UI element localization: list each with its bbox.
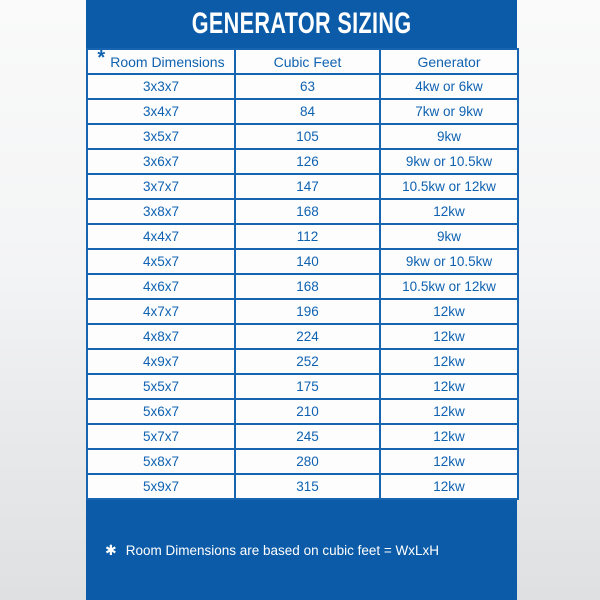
cell-room: 3x4x7 xyxy=(87,99,235,124)
cell-generator: 9kw xyxy=(380,124,518,149)
table-row xyxy=(87,474,518,499)
cell-cubic-feet: 126 xyxy=(235,149,380,174)
cell-generator: 12kw xyxy=(380,349,518,374)
cell-cubic-feet: 175 xyxy=(235,374,380,399)
cell-generator: 12kw xyxy=(380,324,518,349)
column-header-room-dimensions xyxy=(87,49,235,74)
cell-cubic-feet: 196 xyxy=(235,299,380,324)
table-body xyxy=(87,74,518,499)
cell-room: 4x8x7 xyxy=(87,324,235,349)
column-header-cubic-feet: Cubic Feet xyxy=(235,49,380,74)
cell-room: 5x7x7 xyxy=(87,424,235,449)
table-row xyxy=(87,324,518,349)
cell-cubic-feet: 280 xyxy=(235,449,380,474)
footer-bar xyxy=(86,500,517,600)
cell-room: 3x5x7 xyxy=(87,124,235,149)
footnote-asterisk: ✱ xyxy=(105,542,117,558)
column-header-generator: Generator xyxy=(380,49,518,74)
cell-cubic-feet: 105 xyxy=(235,124,380,149)
footnote-asterisk: * xyxy=(97,47,106,69)
table-row xyxy=(87,149,518,174)
cell-generator: 12kw xyxy=(380,399,518,424)
footer-note: Room Dimensions are based on cubic feet = WxLxH xyxy=(125,542,440,558)
generator-sizing-panel xyxy=(86,0,517,600)
cell-generator: 9kw or 10.5kw xyxy=(380,149,518,174)
title-bar xyxy=(86,0,517,48)
table-row xyxy=(87,174,518,199)
cell-generator: 12kw xyxy=(380,449,518,474)
cell-cubic-feet: 84 xyxy=(235,99,380,124)
table-row xyxy=(87,424,518,449)
table-row xyxy=(87,224,518,249)
cell-room: 3x7x7 xyxy=(87,174,235,199)
cell-generator: 9kw xyxy=(380,224,518,249)
table-row xyxy=(87,124,518,149)
cell-generator: 4kw or 6kw xyxy=(380,74,518,99)
cell-generator: 12kw xyxy=(380,374,518,399)
cell-cubic-feet: 112 xyxy=(235,224,380,249)
table-row xyxy=(87,274,518,299)
cell-room: 5x8x7 xyxy=(87,449,235,474)
cell-room: 5x6x7 xyxy=(87,399,235,424)
cell-cubic-feet: 168 xyxy=(235,199,380,224)
page-title: GENERATOR SIZING xyxy=(191,7,412,40)
cell-room: 4x5x7 xyxy=(87,249,235,274)
cell-generator: 10.5kw or 12kw xyxy=(380,174,518,199)
cell-room: 3x6x7 xyxy=(87,149,235,174)
cell-cubic-feet: 315 xyxy=(235,474,380,499)
cell-cubic-feet: 140 xyxy=(235,249,380,274)
cell-room: 4x4x7 xyxy=(87,224,235,249)
table-row xyxy=(87,99,518,124)
cell-cubic-feet: 63 xyxy=(235,74,380,99)
table-row xyxy=(87,349,518,374)
cell-room: 4x9x7 xyxy=(87,349,235,374)
cell-generator: 7kw or 9kw xyxy=(380,99,518,124)
table-row xyxy=(87,299,518,324)
table-row xyxy=(87,74,518,99)
cell-generator: 12kw xyxy=(380,299,518,324)
table-row xyxy=(87,249,518,274)
cell-generator: 12kw xyxy=(380,474,518,499)
cell-generator: 10.5kw or 12kw xyxy=(380,274,518,299)
table-row xyxy=(87,449,518,474)
cell-room: 4x7x7 xyxy=(87,299,235,324)
cell-generator: 12kw xyxy=(380,424,518,449)
cell-cubic-feet: 224 xyxy=(235,324,380,349)
table-row xyxy=(87,199,518,224)
cell-room: 3x8x7 xyxy=(87,199,235,224)
cell-cubic-feet: 245 xyxy=(235,424,380,449)
cell-room: 4x6x7 xyxy=(87,274,235,299)
cell-room: 5x9x7 xyxy=(87,474,235,499)
sizing-table xyxy=(86,48,519,500)
column-header-room-dimensions-label: Room Dimensions xyxy=(110,54,225,70)
cell-cubic-feet: 168 xyxy=(235,274,380,299)
table-row xyxy=(87,399,518,424)
cell-cubic-feet: 252 xyxy=(235,349,380,374)
cell-generator: 9kw or 10.5kw xyxy=(380,249,518,274)
cell-room: 5x5x7 xyxy=(87,374,235,399)
table-header-row xyxy=(87,49,518,74)
cell-room: 3x3x7 xyxy=(87,74,235,99)
cell-generator: 12kw xyxy=(380,199,518,224)
table-row xyxy=(87,374,518,399)
cell-cubic-feet: 210 xyxy=(235,399,380,424)
cell-cubic-feet: 147 xyxy=(235,174,380,199)
